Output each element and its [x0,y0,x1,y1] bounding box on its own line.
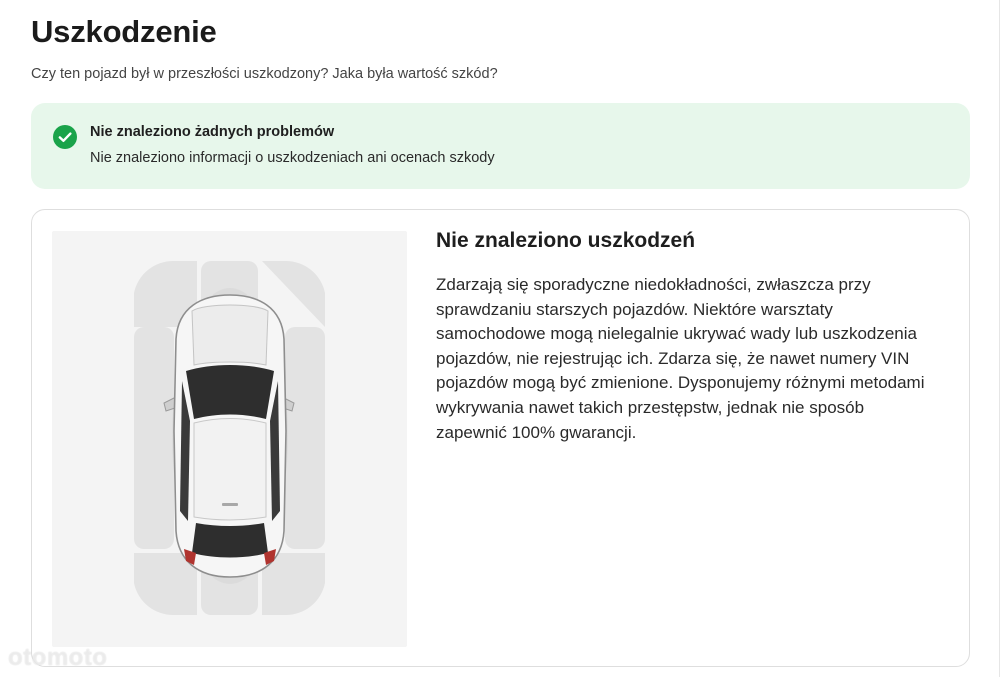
damage-info-card [31,209,970,667]
card-description: Zdarzają się sporadyczne niedokładności, zwłaszcza przy sprawdzaniu starszych pojazdów. Niektóre warsztaty samochodowe mogą nielegalnie ukrywać wady lub uszkodzenia pojazdów, nie rejestrując ich. Zdarza się, że nawet numery VIN pojazdów mogą być zmienione. Dysponujemy różnymi metodami wykrywania nawet takich przestępstw, jednak nie sposób zapewnić 100% gwarancji. [436,275,925,442]
check-circle-icon [53,125,77,149]
brand-watermark: otomoto [8,644,108,671]
success-alert [31,103,970,189]
card-title: Nie znaleziono uszkodzeń [436,229,696,252]
page-title: Uszkodzenie [31,14,217,49]
alert-title: Nie znaleziono żadnych problemów [90,124,335,140]
page-subtitle: Czy ten pojazd był w przeszłości uszkodzony? Jaka była wartość szkód? [31,66,498,82]
car-top-view-icon [52,231,407,647]
car-damage-map-illustration [52,231,407,647]
alert-text: Nie znaleziono informacji o uszkodzeniach ani ocenach szkody [90,150,495,166]
